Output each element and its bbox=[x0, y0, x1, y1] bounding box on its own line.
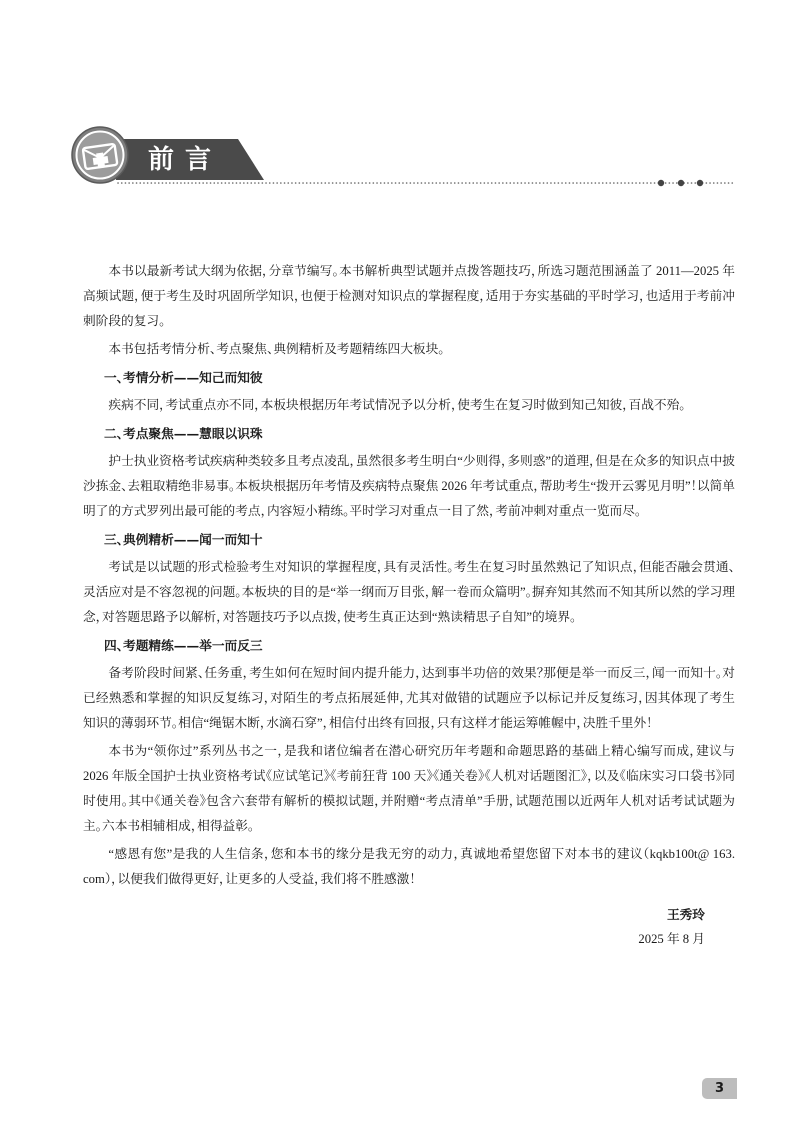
section-heading: 四、考题精练——举一而反三 bbox=[104, 638, 263, 653]
preface-header bbox=[0, 120, 800, 195]
intro-paragraph: 本书包括考情分析、考点聚焦、典例精析及考题精练四大板块。 bbox=[108, 342, 445, 356]
closing-paragraph: 本书为“领你过”系列丛书之一，是我和诸位编者在潜心研究历年考题和命题思路的基础上精心编写而成，建议与 2026 年版全国护士执业资格考试《应试笔记》《考前狂背 100 天》《通关卷》《人机对话题图汇》，以及《临床实习口袋书》同时使用。其中《通关卷》包含六套带有解析的模拟试题，并附赠“考点清单”手册，试题范围以近两年人机对话考试试题为主。六本书相辅相成，相得益彰。 bbox=[83, 744, 735, 833]
section-body: 护士执业资格考试疾病种类较多且考点凌乱，虽然很多考生明白“少则得，多则惑”的道理，但是在众多的知识点中披沙拣金、去粗取精绝非易事。本板块根据历年考情及疾病特点聚焦 2026 年考试重点，帮助考生“拨开云雾见月明”！以简单明了的方式罗列出最可能的考点，内容短小精练。平时学习对重点一目了然，考前冲刺对重点一览而尽。 bbox=[83, 454, 735, 518]
signature bbox=[83, 902, 735, 952]
section-body: 考试是以试题的形式检验考生对知识的掌握程度，具有灵活性。考生在复习时虽然熟记了知识点，但能否融会贯通、灵活应对是不容忽视的问题。本板块的目的是“举一纲而万目张，解一卷而众篇明”。摒弃知其然而不知其所以然的学习理念，对答题思路予以解析，对答题技巧予以点拨，使考生真正达到“熟读精思子自知”的境界。 bbox=[83, 560, 735, 624]
preface-body bbox=[83, 259, 735, 952]
section-heading: 一、考情分析——知己而知彼 bbox=[104, 370, 263, 385]
section-heading: 三、典例精析——闻一而知十 bbox=[104, 532, 263, 547]
divider-dot bbox=[678, 180, 684, 186]
signature-date: 2025 年 8 月 bbox=[638, 932, 705, 946]
page-title: 前 言 bbox=[148, 145, 213, 175]
divider-dot bbox=[697, 180, 703, 186]
divider-dot bbox=[658, 180, 664, 186]
intro-paragraph: 本书以最新考试大纲为依据，分章节编写。本书解析典型试题并点拨答题技巧，所选习题范围涵盖了 2011—2025 年高频试题，便于考生及时巩固所学知识，也便于检测对知识点的掌握程度，适用于夯实基础的平时学习，也适用于考前冲刺阶段的复习。 bbox=[83, 264, 735, 328]
section-body: 疾病不同，考试重点亦不同，本板块根据历年考试情况予以分析，使考生在复习时做到知己知彼，百战不殆。 bbox=[108, 398, 686, 412]
dotted-divider bbox=[118, 180, 735, 186]
section-body: 备考阶段时间紧、任务重，考生如何在短时间内提升能力，达到事半功倍的效果？那便是举一而反三，闻一而知十。对已经熟悉和掌握的知识反复练习，对陌生的考点拓展延伸，尤其对做错的试题应予以标记并反复练习，因其体现了考生知识的薄弱环节。相信“绳锯木断，水滴石穿”，相信付出终有回报，只有这样才能运筹帷幄中，决胜千里外！ bbox=[83, 666, 735, 730]
closing-paragraph: “感恩有您”是我的人生信条，您和本书的缘分是我无穷的动力，真诚地希望您留下对本书的建议（kqkb100t@ 163. com），以便我们做得更好，让更多的人受益，我们将不胜感激！ bbox=[83, 847, 735, 886]
medical-kit-icon bbox=[72, 127, 128, 183]
signature-author: 王秀玲 bbox=[666, 907, 705, 922]
section-heading: 二、考点聚焦——慧眼以识珠 bbox=[104, 426, 263, 441]
page-number: 3 bbox=[702, 1078, 737, 1099]
